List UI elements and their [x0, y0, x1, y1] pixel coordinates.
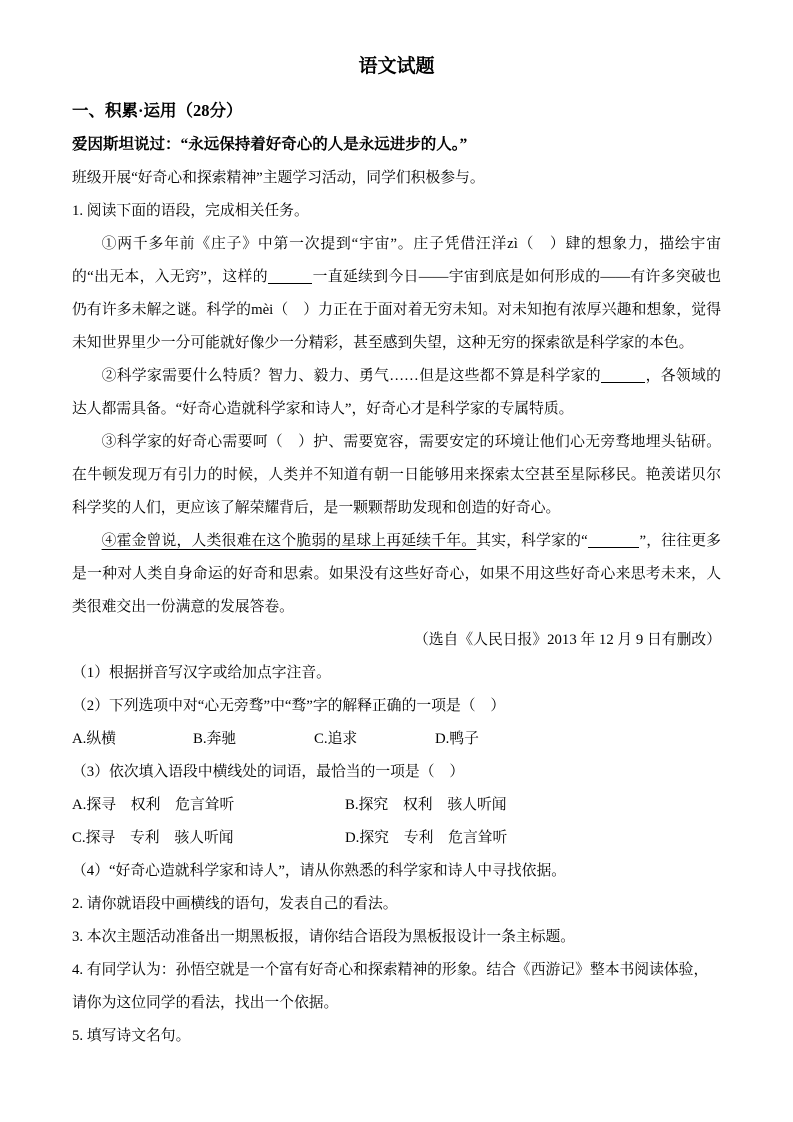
underlined-sentence: ④霍金曾说，人类很难在这个脆弱的星球上再延续千年。 [101, 533, 477, 549]
question-item: 4. 有同学认为：孙悟空就是一个富有好奇心和探索精神的形象。结合《西游记》整本书阅读体验，请你为这位同学的看法，找出一个依据。 [72, 962, 709, 1011]
passage-text: ②科学家需要什么特质？智力、毅力、勇气……但是这些都不算是科学家的 [101, 368, 601, 384]
question-item: 5. 填写诗文名句。 [72, 1028, 191, 1044]
choice-option: B.探究 权利 骇人听闻 [345, 797, 507, 813]
passage-text: ①两千多年前《庄子》中第一次提到“宇宙”。庄子凭借汪洋zì（ ）肆的想象力，描绘宇宙的“出无本，入无窍”，这样的 [72, 236, 721, 285]
sub-question: （3）依次填入语段中横线处的词语，最恰当的一项是（ ） [72, 764, 465, 780]
einstein-quote: 爱因斯坦说过：“永远保持着好奇心的人是永远进步的人。” [72, 136, 468, 153]
page-title: 语文试题 [358, 56, 435, 77]
blank-line [268, 268, 312, 284]
question-item: 2. 请你就语段中画横线的语句，发表自己的看法。 [72, 896, 398, 912]
choice-option: D.鸭子 [435, 731, 479, 747]
passage-text: ”，往往更多是一种对人类自身命运的好奇和思索。如果没有这些好奇心，如果不用这些好奇心来思考未来，人类很难交出一份满意的发展答卷。 [72, 533, 721, 615]
blank-line [588, 532, 640, 548]
passage-text: 一直延续到今日——宇宙到底是如何形成的——有许多突破也仍有许多未解之谜。科学的mèi（ ）力正在于面对着无穷未知。对未知抱有浓厚兴趣和想象，觉得未知世界里少一分可能就好像少一分精彩，甚至感到失望，这种无穷的探索欲是科学家的本色。 [72, 269, 721, 351]
choice-options-row [72, 822, 721, 855]
passage-text: 其实，科学家的“ [476, 533, 588, 549]
passage-paragraph [72, 426, 721, 525]
source-attribution: （选自《人民日报》2013 年 12 月 9 日有删改） [413, 632, 721, 648]
activity-intro: 班级开展“好奇心和探索精神”主题学习活动，同学们积极参与。 [72, 170, 485, 186]
passage-paragraph [72, 360, 721, 426]
sub-question: （1）根据拼音写汉字或给加点字注音。 [72, 665, 331, 681]
passage [72, 228, 721, 624]
choice-option: C.追求 [314, 731, 358, 747]
passage-paragraph [72, 525, 721, 624]
choice-options-row [72, 723, 721, 756]
choice-option: D.探究 专利 危言耸听 [345, 830, 508, 846]
sub-questions [72, 657, 721, 888]
choice-option: C.探寻 专利 骇人听闻 [72, 830, 234, 846]
passage-text: ③科学家的好奇心需要呵（ ）护、需要宽容，需要安定的环境让他们心无旁骛地埋头钻研。在牛顿发现万有引力的时候，人类并不知道有朝一日能够用来探索太空甚至星际移民。艳羡诺贝尔科学奖的人们，更应该了解荣耀背后，是一颗颗帮助发现和创造的好奇心。 [72, 434, 721, 516]
main-questions [72, 888, 721, 1053]
passage-paragraph [72, 228, 721, 360]
question-1-lead: 1. 阅读下面的语段，完成相关任务。 [72, 203, 309, 219]
choice-options-row [72, 789, 721, 822]
sub-question: （2）下列选项中对“心无旁骛”中“骛”字的解释正确的一项是（ ） [72, 698, 506, 714]
blank-line [601, 367, 645, 383]
section-heading: 一、积累·运用（28分） [72, 101, 243, 120]
passage-text: ，各领域的达人都需具备。“好奇心造就科学家和诗人”，好奇心才是科学家的专属特质。 [72, 368, 721, 417]
choice-option: A.纵横 [72, 731, 116, 747]
choice-option: A.探寻 权利 危言耸听 [72, 797, 235, 813]
question-item: 3. 本次主题活动准备出一期黑板报，请你结合语段为黑板报设计一条主标题。 [72, 929, 576, 945]
choice-option: B.奔驰 [193, 731, 237, 747]
sub-question: （4）“好奇心造就科学家和诗人”，请从你熟悉的科学家和诗人中寻找依据。 [72, 863, 567, 879]
